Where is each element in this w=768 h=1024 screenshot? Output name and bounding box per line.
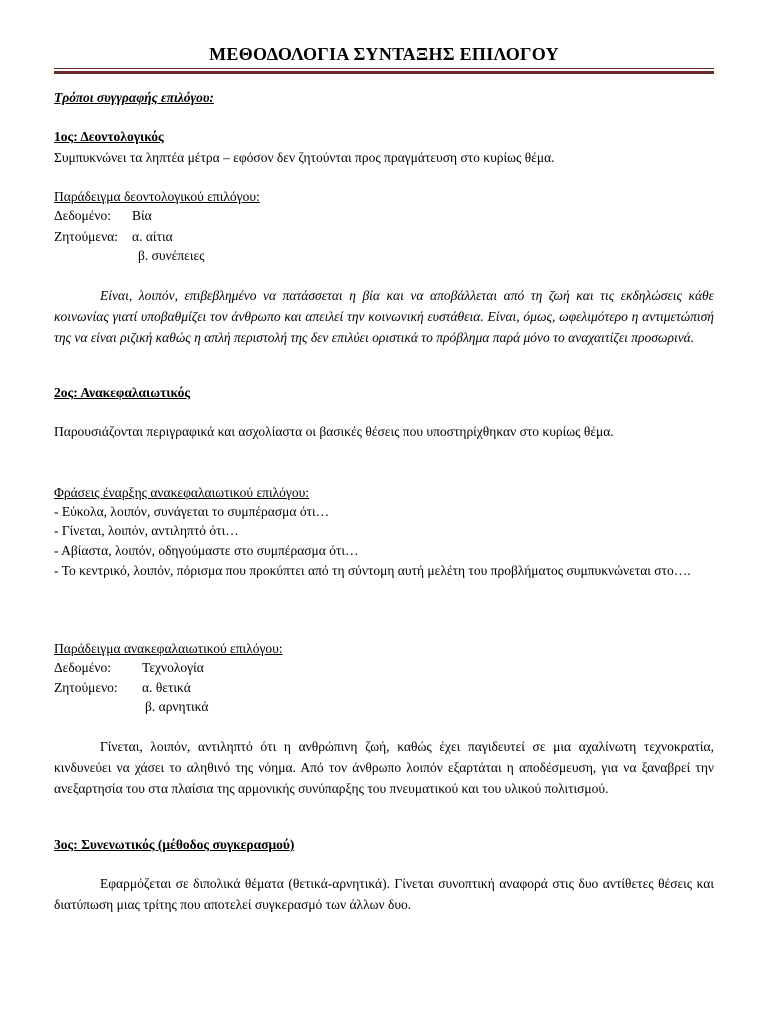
section-2-description: Παρουσιάζονται περιγραφικά και ασχολίαστα οι βασικές θέσεις που υποστηρίχθηκαν στο κυρίως θέμα. xyxy=(54,424,614,439)
asked-item-a: α. θετικά xyxy=(142,680,191,695)
phrase-item: - Το κεντρικό, λοιπόν, πόρισμα που προκύπτει από τη σύντομη αυτή μελέτη του προβλήματος συμπυκνώνεται στο…. xyxy=(54,563,691,578)
phrase-item: - Γίνεται, λοιπόν, αντιληπτό ότι… xyxy=(54,523,239,538)
asked-item-a: α. αίτια xyxy=(132,229,173,244)
section-1-asked-b: β. συνέπειες xyxy=(138,248,205,263)
section-1-example-heading: Παράδειγμα δεοντολογικού επιλόγου: xyxy=(54,189,260,204)
section-1-example-text: Είναι, λοιπόν, επιβεβλημένο να πατάσσεται η βία και να αποβάλλεται από τη ζωή και τις εκδηλώσεις κάθε κοινωνίας γιατί υποβαθμίζει τον άνθρωπο και απειλεί την κοινωνική ευστάθεια. Είναι, όμως, ωφελιμότερο η αντιμετώπισή της να είναι ριζική καθώς η απλή περιστολή της δεν επιλύει οριστικά το πρόβλημα παρά μόνο το αναχαιτίζει προσωρινά. xyxy=(54,288,714,345)
section-2-heading: 2ος: Ανακεφαλαιωτικός xyxy=(54,385,191,400)
intro-heading: Τρόποι συγγραφής επιλόγου: xyxy=(54,90,214,105)
given-value: Βία xyxy=(132,208,152,223)
section-2-phrases-heading: Φράσεις έναρξης ανακεφαλαιωτικού επιλόγου: xyxy=(54,485,310,500)
given-value: Τεχνολογία xyxy=(142,660,204,675)
section-2-example-heading: Παράδειγμα ανακεφαλαιωτικού επιλόγου: xyxy=(54,641,283,656)
given-label: Δεδομένο: xyxy=(54,660,111,675)
asked-label: Ζητούμενο: xyxy=(54,680,118,695)
title-rule-thin xyxy=(54,68,714,69)
phrase-item: - Εύκολα, λοιπόν, συνάγεται το συμπέρασμα ότι… xyxy=(54,504,330,519)
section-2-example-text: Γίνεται, λοιπόν, αντιληπτό ότι η ανθρώπινη ζωή, καθώς έχει παγιδευτεί σε μια αχαλίνωτη τεχνοκρατία, κινδυνεύει να χάσει το αληθινό της νόημα. Από τον άνθρωπο λοιπόν εξαρτάται η αποδέσμευση, για να ξαναβρεί την ανεξαρτησία του στα πλαίσια της αρμονικής συνύπαρξης του πνευματικού και του υλικού πολιτισμού. xyxy=(54,739,714,796)
section-2-asked-b: β. αρνητικά xyxy=(145,699,209,714)
section-1-asked xyxy=(54,227,173,246)
section-1-given xyxy=(54,206,152,225)
given-label: Δεδομένο: xyxy=(54,208,111,223)
section-3-description: Εφαρμόζεται σε διπολικά θέματα (θετικά-αρνητικά). Γίνεται συνοπτική αναφορά στις δυο αντίθετες θέσεις και διατύπωση μιας τρίτης που αποτελεί συγκερασμό των άλλων δυο. xyxy=(54,876,714,912)
section-1-description: Συμπυκνώνει τα ληπτέα μέτρα – εφόσον δεν ζητούνται προς πραγμάτευση στο κυρίως θέμα. xyxy=(54,150,555,165)
phrase-item: - Αβίαστα, λοιπόν, οδηγούμαστε στο συμπέρασμα ότι… xyxy=(54,543,359,558)
section-2-asked xyxy=(54,678,191,697)
section-1-heading: 1ος: Δεοντολογικός xyxy=(54,129,164,144)
section-3-heading: 3ος: Συνενωτικός (μέθοδος συγκερασμού) xyxy=(54,837,295,852)
document-title: ΜΕΘΟΔΟΛΟΓΙΑ ΣΥΝΤΑΞΗΣ ΕΠΙΛΟΓΟΥ xyxy=(209,44,559,64)
section-2-given xyxy=(54,658,204,677)
asked-label: Ζητούμενα: xyxy=(54,229,118,244)
title-rule-thick xyxy=(54,71,714,74)
